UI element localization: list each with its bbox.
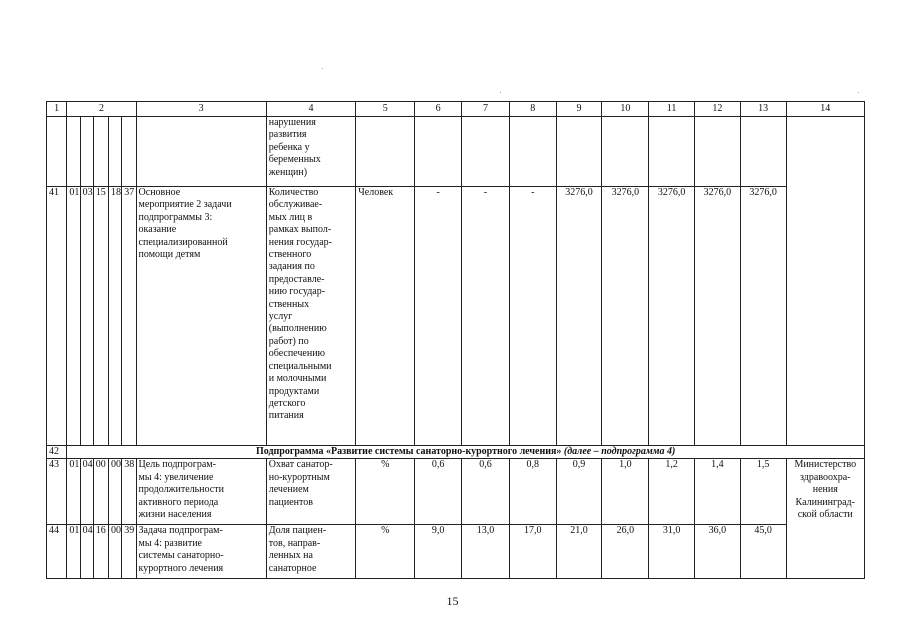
row-number: 43: [47, 459, 67, 525]
value-cell: [695, 117, 741, 187]
col-header-8: 8: [509, 102, 556, 117]
subprogram-title: [67, 446, 865, 459]
row-number: 44: [47, 525, 67, 579]
unit: Человек: [356, 187, 415, 446]
code-cell: 04: [80, 459, 93, 525]
col-header-10: 10: [602, 102, 649, 117]
code-cell: [109, 117, 122, 187]
column-number-row: [47, 102, 865, 117]
code-cell: [93, 117, 108, 187]
value-cell: 1,0: [602, 459, 649, 525]
col-header-11: 11: [649, 102, 695, 117]
responsible-agency: Министерство здравоохра- нения Калининград- ской области: [786, 459, 864, 579]
row-number: 42: [47, 446, 67, 459]
code-cell: 03: [80, 187, 93, 446]
table-row-continuation: [47, 117, 865, 187]
value-cell: 1,2: [649, 459, 695, 525]
value-cell: 17,0: [509, 525, 556, 579]
value-cell: 0,6: [462, 459, 510, 525]
indicator-name: Доля пациен- тов, направ- ленных на санаторное: [266, 525, 356, 579]
code-cell: 04: [80, 525, 93, 579]
value-cell: 3276,0: [695, 187, 741, 446]
code-cell: 38: [122, 459, 136, 525]
value-cell: 3276,0: [740, 187, 786, 446]
code-cell: 01: [67, 187, 80, 446]
col-header-1: 1: [47, 102, 67, 117]
scan-speck: [500, 92, 501, 93]
value-cell: -: [509, 187, 556, 446]
table-row-43: [47, 459, 865, 525]
code-cell: 15: [93, 187, 108, 446]
value-cell: [509, 117, 556, 187]
value-cell: [649, 117, 695, 187]
col-header-14: 14: [786, 102, 864, 117]
indicator-name: Охват санатор- но-курортным лечением пациентов: [266, 459, 356, 525]
code-cell: 01: [67, 459, 80, 525]
program-indicators-table: [46, 101, 865, 579]
value-cell: 1,4: [695, 459, 741, 525]
task-name: Задача подпрограм- мы 4: развитие системы санаторно- курортного лечения: [136, 525, 266, 579]
value-cell: 13,0: [462, 525, 510, 579]
value-cell: 9,0: [415, 525, 462, 579]
code-cell: 00: [109, 525, 122, 579]
value-cell: 3276,0: [556, 187, 602, 446]
col-header-9: 9: [556, 102, 602, 117]
code-cell: [80, 117, 93, 187]
code-cell: 16: [93, 525, 108, 579]
value-cell: 0,6: [415, 459, 462, 525]
value-cell: 3276,0: [602, 187, 649, 446]
col-header-4: 4: [266, 102, 356, 117]
unit: %: [356, 525, 415, 579]
scan-speck: [858, 92, 859, 93]
col-header-3: 3: [136, 102, 266, 117]
value-cell: [602, 117, 649, 187]
scan-speck: [322, 68, 323, 69]
value-cell: 31,0: [649, 525, 695, 579]
value-cell: [556, 117, 602, 187]
code-cell: 37: [122, 187, 136, 446]
name-cell: [136, 117, 266, 187]
goal-name: Цель подпрограм- мы 4: увеличение продолжительности активного периода жизни населения: [136, 459, 266, 525]
table-row-41: [47, 187, 865, 446]
code-cell: 39: [122, 525, 136, 579]
row-number: 41: [47, 187, 67, 446]
indicator-name: Количество обслуживае- мых лиц в рамках выпол- нения государ- ственного задания по предоставле- нию государ- ственных услуг (выполнению работ) по обеспечению специальными и молочными продуктами детского питания: [266, 187, 356, 446]
code-cell: 00: [93, 459, 108, 525]
value-cell: [415, 117, 462, 187]
indicator-cell: нарушения развития ребенка у беременных женщин): [266, 117, 356, 187]
value-cell: 45,0: [740, 525, 786, 579]
value-cell: -: [462, 187, 510, 446]
col-header-5: 5: [356, 102, 415, 117]
code-cell: 01: [67, 525, 80, 579]
col-header-2: 2: [67, 102, 136, 117]
value-cell: [462, 117, 510, 187]
code-cell: 18: [109, 187, 122, 446]
col-header-13: 13: [740, 102, 786, 117]
responsible-cell: [786, 117, 864, 446]
subprogram-title-bold: Подпрограмма «Развитие системы санаторно-курортного лечения»: [255, 446, 562, 457]
table-row-42: [47, 446, 865, 459]
value-cell: 0,9: [556, 459, 602, 525]
value-cell: 3276,0: [649, 187, 695, 446]
value-cell: 1,5: [740, 459, 786, 525]
value-cell: [740, 117, 786, 187]
code-cell: [122, 117, 136, 187]
code-cell: [67, 117, 80, 187]
subprogram-title-italic: (далее – подпрограмма 4): [561, 446, 676, 457]
value-cell: 26,0: [602, 525, 649, 579]
code-cell: 00: [109, 459, 122, 525]
value-cell: 0,8: [509, 459, 556, 525]
col-header-7: 7: [462, 102, 510, 117]
value-cell: -: [415, 187, 462, 446]
value-cell: 36,0: [695, 525, 741, 579]
measure-name: Основное мероприятие 2 задачи подпрограммы 3: оказание специализированной помощи детям: [136, 187, 266, 446]
page-number: 15: [446, 594, 459, 608]
value-cell: 21,0: [556, 525, 602, 579]
row-number-cell: [47, 117, 67, 187]
unit-cell: [356, 117, 415, 187]
unit: %: [356, 459, 415, 525]
col-header-6: 6: [415, 102, 462, 117]
table-row-44: [47, 525, 865, 579]
col-header-12: 12: [695, 102, 741, 117]
